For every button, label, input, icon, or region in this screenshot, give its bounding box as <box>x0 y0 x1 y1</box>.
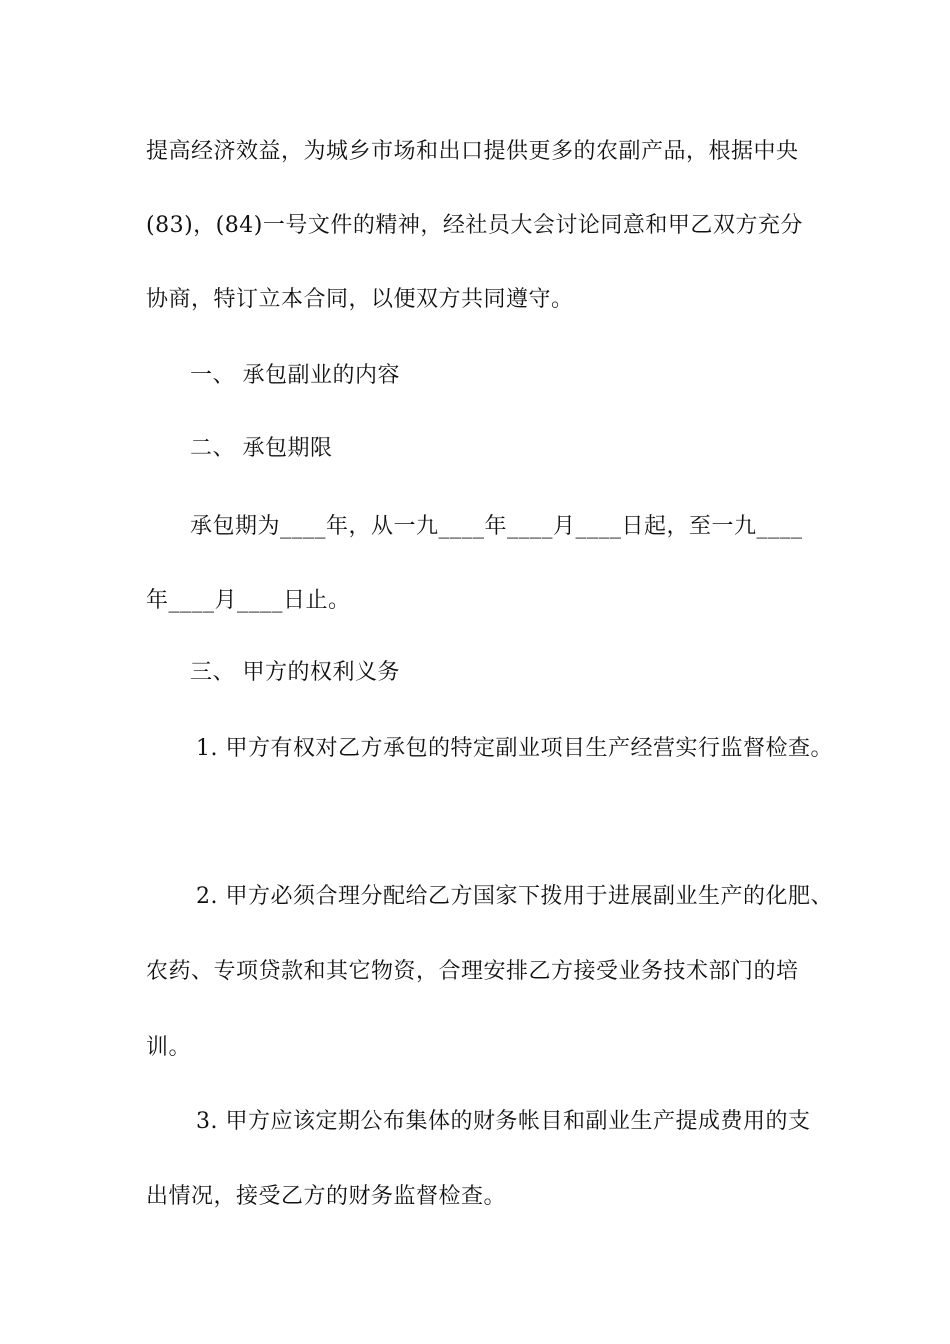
paragraph-line: 训。 <box>146 1035 192 1060</box>
section-heading-party-a: 三、 甲方的权利义务 <box>190 660 400 685</box>
paragraph-line: 年____月____日止。 <box>146 588 351 613</box>
paragraph-line: 承包期为____年，从一九____年____月____日起，至一九____ <box>190 514 803 539</box>
clause-item-2: 2. 甲方必须合理分配给乙方国家下拨用于进展副业生产的化肥、 <box>196 884 833 909</box>
section-heading-term: 二、 承包期限 <box>190 436 333 461</box>
paragraph-line: 提高经济效益，为城乡市场和出口提供更多的农副产品，根据中央 <box>146 139 799 164</box>
clause-item-1: 1. 甲方有权对乙方承包的特定副业项目生产经营实行监督检查。 <box>196 736 833 761</box>
section-heading-content: 一、 承包副业的内容 <box>190 363 400 388</box>
paragraph-line: 农药、专项贷款和其它物资，合理安排乙方接受业务技术部门的培 <box>146 959 799 984</box>
paragraph-line: (83)，(84)一号文件的精神，经社员大会讨论同意和甲乙双方充分 <box>146 213 803 238</box>
paragraph-line: 协商，特订立本合同，以便双方共同遵守。 <box>146 287 574 312</box>
clause-item-3: 3. 甲方应该定期公布集体的财务帐目和副业生产提成费用的支 <box>196 1109 811 1134</box>
paragraph-line: 出情况，接受乙方的财务监督检查。 <box>146 1184 507 1209</box>
